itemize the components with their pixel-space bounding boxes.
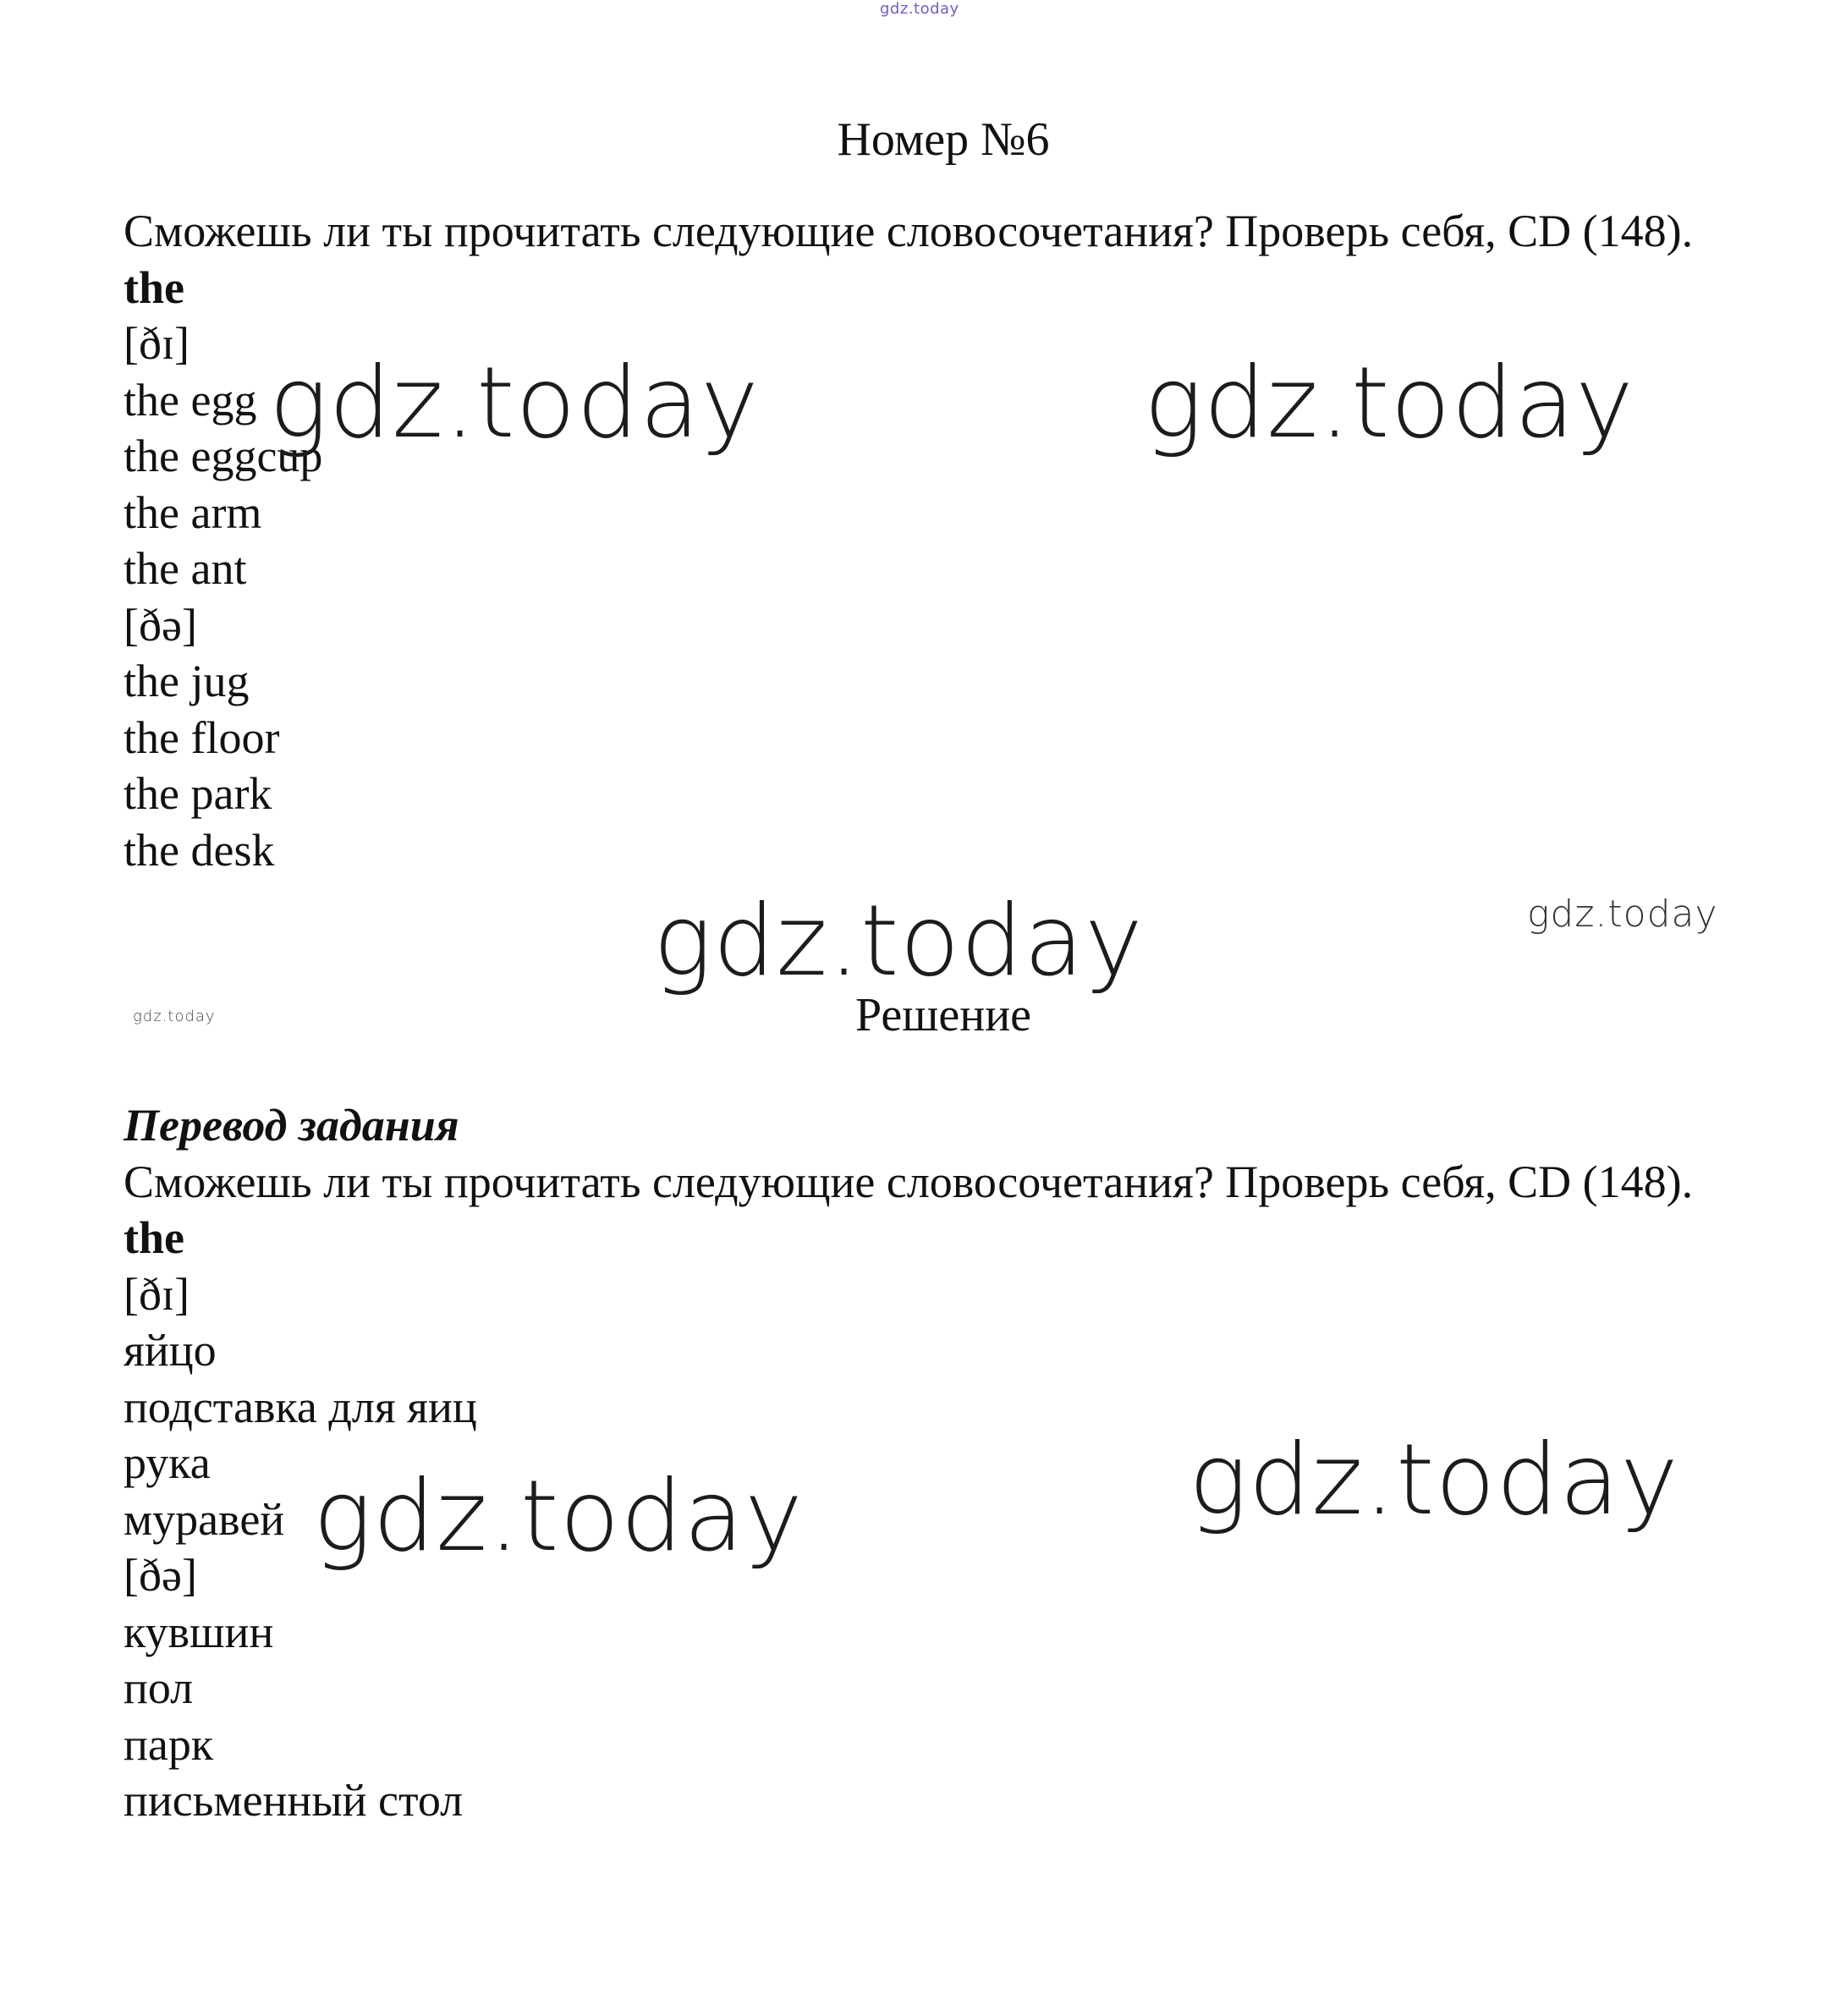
phonetic-label: [ðɪ] bbox=[124, 318, 190, 369]
task-heading: the bbox=[124, 261, 184, 313]
task-block bbox=[124, 203, 1731, 878]
translation-heading: Перевод задания bbox=[124, 1100, 459, 1151]
list-item: рука bbox=[124, 1437, 211, 1488]
translation-prompt: Сможешь ли ты прочитать следующие словосочетания? Проверь себя, CD (148). bbox=[124, 1156, 1694, 1207]
watermark: gdz.today bbox=[269, 346, 760, 460]
list-item: яйцо bbox=[124, 1325, 217, 1376]
watermark: gdz.today bbox=[653, 884, 1144, 998]
list-item: the arm bbox=[124, 486, 262, 538]
phonetic-label: [ðə] bbox=[124, 599, 197, 651]
list-item: муравей bbox=[124, 1493, 285, 1545]
watermark-top: gdz.today bbox=[880, 0, 959, 18]
list-item: подставка для яиц bbox=[124, 1381, 477, 1432]
list-item: пол bbox=[124, 1662, 194, 1713]
list-item: парк bbox=[124, 1718, 214, 1770]
watermark: gdz.today bbox=[1189, 1423, 1679, 1537]
watermark: gdz.today bbox=[313, 1459, 804, 1574]
list-item: the jug bbox=[124, 656, 250, 706]
watermark: gdz.today bbox=[1527, 893, 1718, 936]
phonetic-label: [ðə] bbox=[124, 1550, 197, 1601]
list-item: the eggcup bbox=[124, 431, 323, 481]
watermark: gdz.today bbox=[133, 1008, 216, 1025]
list-item: the park bbox=[124, 768, 272, 819]
list-item: письменный стол bbox=[124, 1775, 464, 1826]
translation-word: the bbox=[124, 1212, 184, 1263]
list-item: the ant bbox=[124, 543, 247, 594]
page-title: Номер №6 bbox=[837, 113, 1050, 166]
list-item: the egg bbox=[124, 374, 257, 426]
task-prompt: Сможешь ли ты прочитать следующие словосочетания? Проверь себя, CD (148). bbox=[124, 206, 1694, 256]
solution-heading: Решение bbox=[854, 989, 1032, 1041]
list-item: the desk bbox=[124, 824, 275, 876]
phonetic-label: [ðɪ] bbox=[124, 1268, 190, 1320]
watermark: gdz.today bbox=[1144, 346, 1634, 460]
list-item: кувшин bbox=[124, 1606, 274, 1657]
list-item: the floor bbox=[124, 711, 280, 763]
